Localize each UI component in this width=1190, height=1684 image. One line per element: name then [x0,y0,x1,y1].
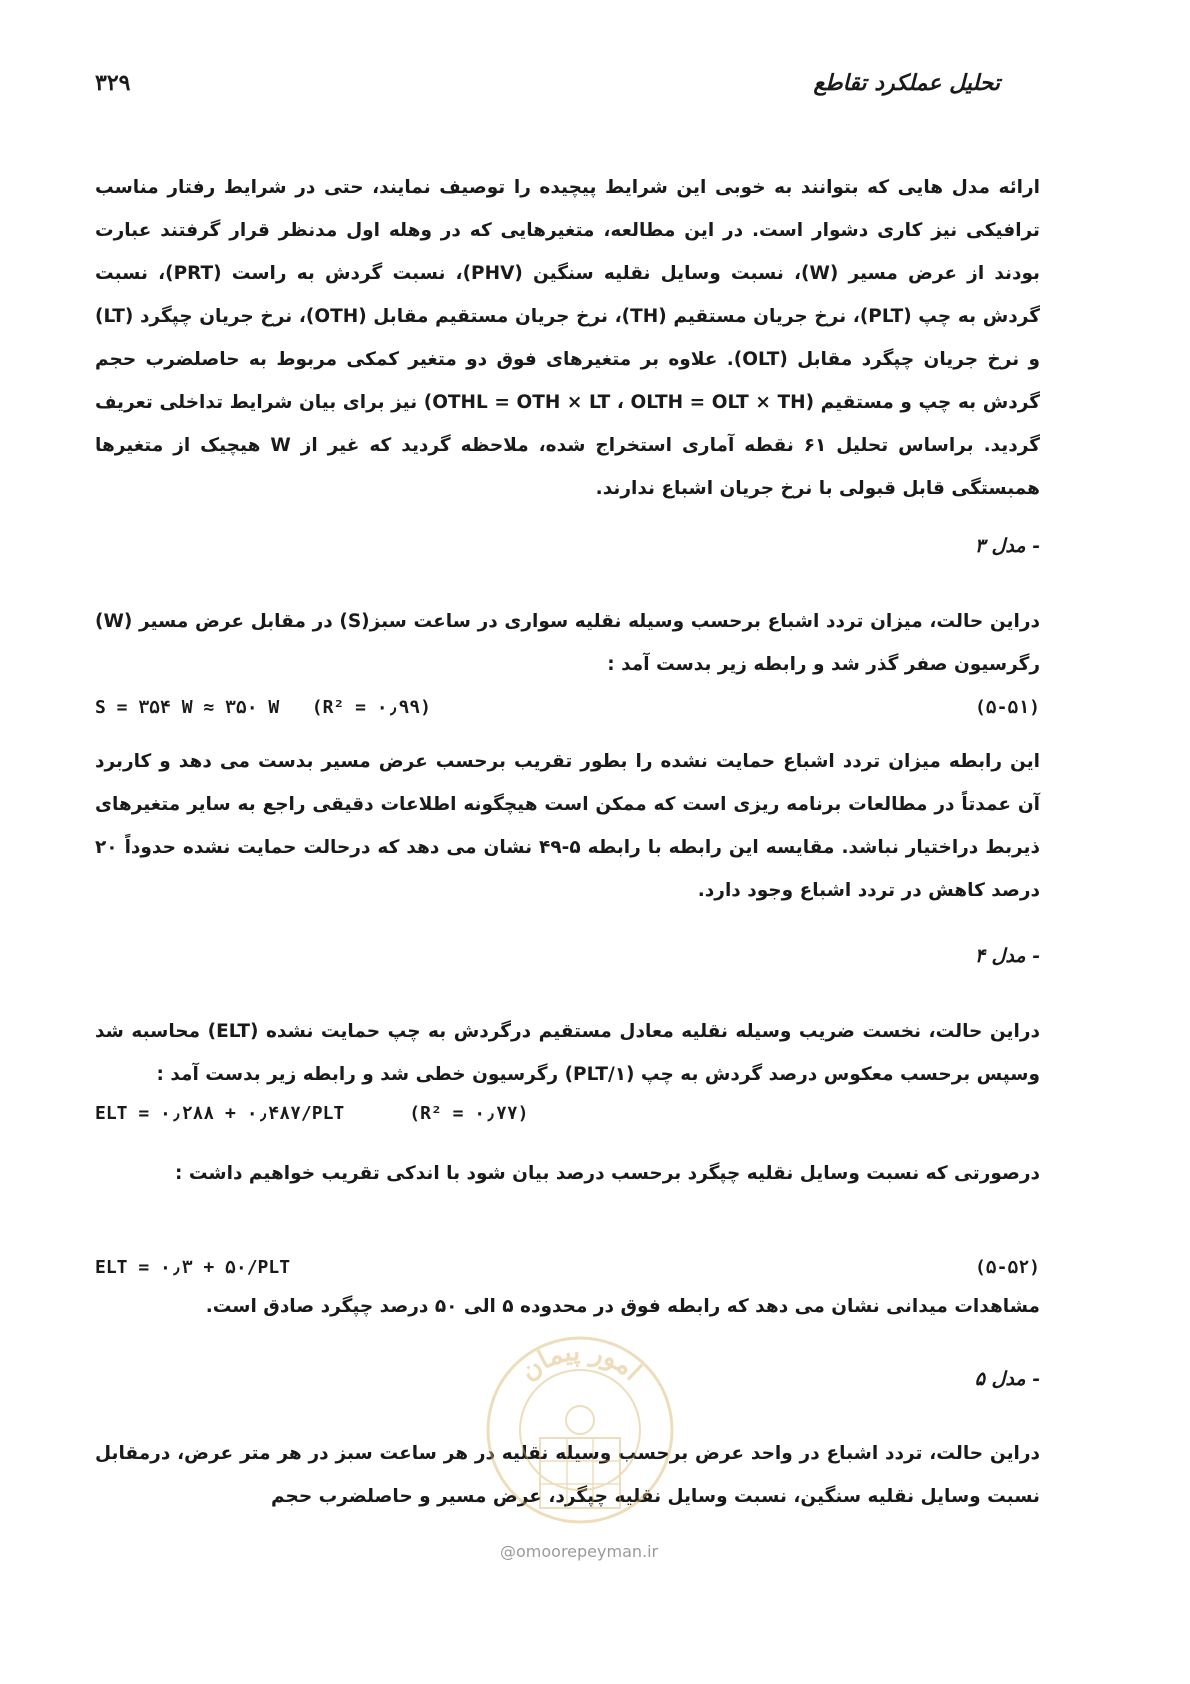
model5-heading: - مدل ۵ [974,1368,1040,1390]
equation-number-5-51: (۵-۵۱) [974,697,1040,718]
model4-field-observation: مشاهدات میدانی نشان می دهد که رابطه فوق در محدوده ۵ الی ۵۰ درصد چپگرد صادق است. [205,1296,1040,1317]
model3-heading: - مدل ۳ [974,535,1040,557]
page-number: ۳۲۹ [95,70,131,96]
watermark-url: @omoorepeyman.ir [500,1542,659,1561]
running-title: تحلیل عملکرد تقاطع [813,70,1000,96]
model5-paragraph: دراین حالت، تردد اشباع در واحد عرض برحسب وسیله نقلیه در هر ساعت سبز در هر متر عرض، درمقابل نسبت وسایل نقلیه سنگین، نسبت وسایل نقلیه چپگرد، عرض مسیر و حاصلضرب حجم [95,1443,1040,1507]
equation-elt-regression: ELT = ۰٫۲۸۸ + ۰٫۴۸۷/PLT (R² = ۰٫۷۷) [95,1103,529,1124]
model4-heading: - مدل ۴ [974,945,1040,967]
model4-approximation-text: درصورتی که نسبت وسایل نقلیه چپگرد برحسب درصد بیان شود با اندکی تقریب خواهیم داشت : [175,1163,1040,1184]
intro-paragraph: ارائه مدل هایی که بتوانند به خوبی این شرایط پیچیده را توصیف نمایند، حتی در شرایط رفتار مناسب ترافیکی نیز کاری دشوار است. در این مطالعه، متغیرهایی که در وهله اول مدنظر قرار گرفتند عبارت بودند از عرض مسیر (W)، نسبت وسایل نقلیه سنگین (PHV)، نسبت گردش به راست (PRT)، نسبت گردش به چپ (PLT)، نرخ جریان مستقیم (TH)، نرخ جریان مستقیم مقابل (OTH)، نرخ جریان چپگرد (LT) و نرخ جریان چپگرد مقابل (OLT). علاوه بر متغیرهای فوق دو متغیر کمکی مربوط به حاصلضرب حجم گردش به چپ و مستقیم (OTHL = OTH × LT ، OLTH = OLT × TH) نیز برای بیان شرایط تداخلی تعریف گردید. براساس تحلیل ۶۱ نقطه آماری استخراج شده، ملاحظه گردید که غیر از W هیچیک از متغیرها همبستگی قابل قبولی با نرخ جریان اشباع ندارند. [95,177,1040,499]
svg-text:امور پیمان: امور پیمان [514,1336,647,1387]
watermark-seal-icon [470,1320,690,1550]
running-header [95,70,1000,110]
model4-paragraph: دراین حالت، نخست ضریب وسیله نقلیه معادل مستقیم درگردش به چپ حمایت نشده (ELT) محاسبه شد وسپس برحسب معکوس درصد گردش به چپ (۱/PLT) رگرسیون خطی شد و رابطه زیر بدست آمد : [95,1021,1040,1085]
equation-number-5-52: (۵-۵۲) [974,1257,1040,1278]
model3-paragraph: دراین حالت، میزان تردد اشباع برحسب وسیله نقلیه سواری در ساعت سبز(S) در مقابل عرض مسیر (W) رگرسیون صفر گذر شد و رابطه زیر بدست آمد : [95,611,1040,675]
model3-explanation: این رابطه میزان تردد اشباع حمایت نشده را بطور تقریب برحسب عرض مسیر بدست می دهد و کاربرد آن عمدتاً در مطالعات برنامه ریزی است که ممکن است هیچگونه اطلاعات دقیقی راجع به سایر متغیرهای ذیربط دراختیار نباشد. مقایسه این رابطه با رابطه ۵-۴۹ نشان می دهد که درحالت حمایت نشده حدوداً ۲۰ درصد کاهش در تردد اشباع وجود دارد. [95,751,1040,901]
equation-5-51: S = ۳۵۴ W ≈ ۳۵۰ W (R² = ۰٫۹۹) [95,697,431,718]
equation-5-52: ELT = ۰٫۳ + ۵۰/PLT [95,1257,291,1278]
